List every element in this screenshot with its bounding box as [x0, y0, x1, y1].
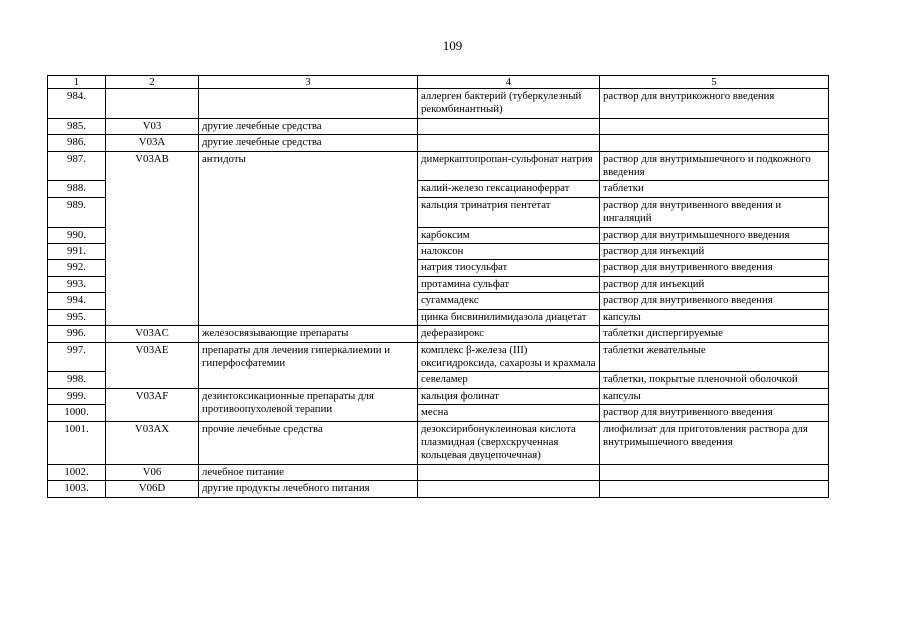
- group-description: антидоты: [199, 151, 418, 325]
- dosage-form: раствор для внутривенного введения и ингаляций: [600, 197, 829, 227]
- table-row: [48, 135, 829, 151]
- row-number: 997.: [48, 342, 106, 372]
- table-row: [48, 342, 829, 372]
- dosage-form: раствор для инъекций: [600, 276, 829, 292]
- row-number: 1003.: [48, 481, 106, 497]
- drug-name: комплекс β-железа (III) оксигидроксида, сахарозы и крахмала: [418, 342, 600, 372]
- row-number: 993.: [48, 276, 106, 292]
- atc-code: V03AE: [106, 342, 199, 388]
- dosage-form: раствор для внутривенного введения: [600, 260, 829, 276]
- table-row: [48, 89, 829, 119]
- table-row: [48, 118, 829, 134]
- atc-code: V03AF: [106, 388, 199, 421]
- dosage-form: таблетки, покрытые пленочной оболочкой: [600, 372, 829, 388]
- drug-name: деферазирокс: [418, 326, 600, 342]
- dosage-form: таблетки: [600, 181, 829, 197]
- drug-name: [418, 481, 600, 497]
- dosage-form: раствор для внутривенного введения: [600, 293, 829, 309]
- drug-name: димеркаптопропан-сульфонат натрия: [418, 151, 600, 181]
- drug-name: цинка бисвинилимидазола диацетат: [418, 309, 600, 325]
- atc-code: V03AC: [106, 326, 199, 342]
- dosage-form: [600, 135, 829, 151]
- drug-name: кальция тринатрия пентетат: [418, 197, 600, 227]
- row-number: 1001.: [48, 421, 106, 464]
- atc-code: V03AB: [106, 151, 199, 325]
- row-number: 995.: [48, 309, 106, 325]
- row-number: 984.: [48, 89, 106, 119]
- dosage-form: [600, 118, 829, 134]
- dosage-form: раствор для инъекций: [600, 244, 829, 260]
- atc-code: V03: [106, 118, 199, 134]
- group-description: прочие лечебные средства: [199, 421, 418, 464]
- drug-name: калий-железо гексацианоферрат: [418, 181, 600, 197]
- dosage-form: раствор для внутримышечного и подкожного введения: [600, 151, 829, 181]
- group-description: другие продукты лечебного питания: [199, 481, 418, 497]
- group-description: [199, 89, 418, 119]
- dosage-form: таблетки диспергируемые: [600, 326, 829, 342]
- row-number: 996.: [48, 326, 106, 342]
- column-header: 5: [600, 76, 829, 89]
- atc-code: V06D: [106, 481, 199, 497]
- dosage-form: капсулы: [600, 388, 829, 404]
- drug-name: кальция фолинат: [418, 388, 600, 404]
- drug-name: [418, 464, 600, 480]
- group-description: другие лечебные средства: [199, 118, 418, 134]
- dosage-form: капсулы: [600, 309, 829, 325]
- row-number: 1002.: [48, 464, 106, 480]
- row-number: 988.: [48, 181, 106, 197]
- drug-name: карбоксим: [418, 227, 600, 243]
- atc-code: V03AX: [106, 421, 199, 464]
- column-header: 1: [48, 76, 106, 89]
- drug-name: натрия тиосульфат: [418, 260, 600, 276]
- table-row: [48, 464, 829, 480]
- dosage-form: [600, 481, 829, 497]
- drug-name: сугаммадекс: [418, 293, 600, 309]
- group-description: дезинтоксикационные препараты для противоопухолевой терапии: [199, 388, 418, 421]
- dosage-form: раствор для внутрикожного введения: [600, 89, 829, 119]
- table-row: [48, 326, 829, 342]
- atc-code: [106, 89, 199, 119]
- drug-name: [418, 135, 600, 151]
- row-number: 998.: [48, 372, 106, 388]
- dosage-form: таблетки жевательные: [600, 342, 829, 372]
- row-number: 994.: [48, 293, 106, 309]
- table-row: [48, 388, 829, 404]
- table-row: [48, 151, 829, 181]
- drug-name: [418, 118, 600, 134]
- row-number: 986.: [48, 135, 106, 151]
- row-number: 992.: [48, 260, 106, 276]
- column-header: 4: [418, 76, 600, 89]
- atc-code: V03A: [106, 135, 199, 151]
- row-number: 989.: [48, 197, 106, 227]
- table-row: [48, 421, 829, 464]
- row-number: 1000.: [48, 405, 106, 421]
- row-number: 991.: [48, 244, 106, 260]
- column-header: 2: [106, 76, 199, 89]
- group-description: другие лечебные средства: [199, 135, 418, 151]
- group-description: лечебное питание: [199, 464, 418, 480]
- row-number: 987.: [48, 151, 106, 181]
- dosage-form: раствор для внутривенного введения: [600, 405, 829, 421]
- medication-table: [47, 75, 829, 498]
- group-description: железосвязывающие препараты: [199, 326, 418, 342]
- group-description: препараты для лечения гиперкалиемии и гиперфосфатемии: [199, 342, 418, 388]
- drug-name: налоксон: [418, 244, 600, 260]
- column-header: 3: [199, 76, 418, 89]
- atc-code: V06: [106, 464, 199, 480]
- table-header-row: [48, 76, 829, 89]
- dosage-form: [600, 464, 829, 480]
- row-number: 985.: [48, 118, 106, 134]
- drug-name: севеламер: [418, 372, 600, 388]
- table-row: [48, 481, 829, 497]
- dosage-form: раствор для внутримышечного введения: [600, 227, 829, 243]
- dosage-form: лиофилизат для приготовления раствора для внутримышечного введения: [600, 421, 829, 464]
- drug-name: месна: [418, 405, 600, 421]
- drug-name: дезоксирибонуклеиновая кислота плазмидная (сверхскрученная кольцевая двуцепочечная): [418, 421, 600, 464]
- page-number: 109: [442, 38, 463, 53]
- drug-name: протамина сульфат: [418, 276, 600, 292]
- row-number: 999.: [48, 388, 106, 404]
- row-number: 990.: [48, 227, 106, 243]
- drug-name: аллерген бактерий (туберкулезный рекомбинантный): [418, 89, 600, 119]
